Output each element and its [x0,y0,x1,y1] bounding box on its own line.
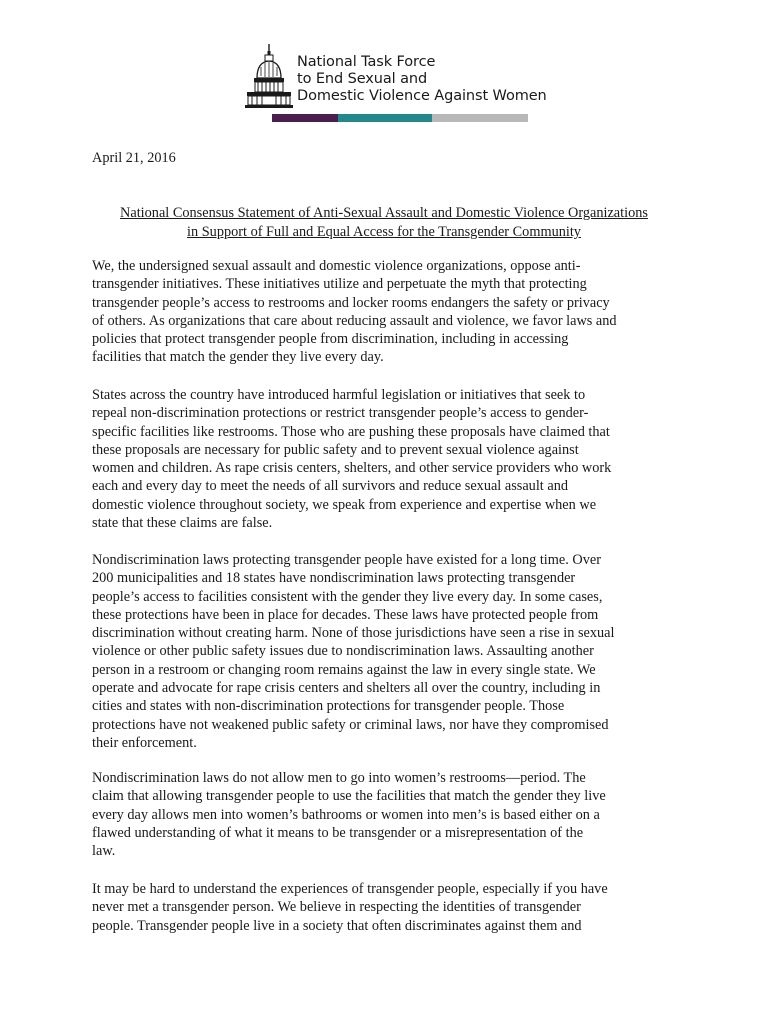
text-line: these proposals are necessary for public safety and to prevent sexual violence against [92,441,579,458]
text-line: transgender initiatives. These initiatives utilize and perpetuate the myth that protecting [92,276,587,293]
text-line: these protections have been in place for decades. These laws have protected people from [92,606,599,623]
text-line: state that these claims are false. [92,515,273,532]
text-line: violence or other public safety issues due to nondiscrimination laws. Assaulting another [92,643,594,660]
text-line: It may be hard to understand the experiences of transgender people, especially if you have [92,881,608,897]
text-line: claim that allowing transgender people to use the facilities that match the gender they live [92,788,606,805]
color-bar-purple [272,114,338,122]
text-line: domestic violence throughout society, we speak from experience and expertise when we [92,496,597,513]
letter-date: April 21, 2016 [92,150,176,166]
text-line: Nondiscrimination laws do not allow men to go into women’s restrooms—period. The [92,770,586,786]
letterhead-color-bar [272,114,528,122]
text-line: Nondiscrimination laws protecting transgender people have existed for a long time. Over [92,552,601,568]
text-line: specific facilities like restrooms. Those who are pushing these proposals have claimed that [92,423,610,440]
organization-name [297,54,547,105]
org-name-line: Domestic Violence Against Women [297,88,547,104]
text-line: of others. As organizations that care about reducing assault and violence, we favor laws and [92,312,617,329]
org-name-line: to End Sexual and [297,71,428,87]
paragraph-1 [92,257,692,367]
text-line: women and children. As rape crisis centers, shelters, and other service providers who work [92,460,612,477]
text-line: transgender people’s access to restrooms and locker rooms endangers the safety or privacy [92,294,610,311]
text-line: people. Transgender people live in a society that often discriminates against them and [92,917,582,934]
text-line: their enforcement. [92,734,197,751]
text-line: each and every day to meet the needs of all survivors and reduce sexual assault and [92,478,568,495]
text-line: operate and advocate for rape crisis centers and shelters all over the country, including in [92,680,601,697]
text-line: never met a transgender person. We believe in respecting the identities of transgender [92,899,581,916]
color-bar-gray [432,114,528,122]
capitol-building-icon [245,42,293,114]
text-line: law. [92,843,116,860]
text-line: every day allows men into women’s bathrooms or women into men’s is based either on a [92,806,600,823]
text-line: cities and states with non-discrimination protections for transgender people. Those [92,698,565,715]
statement-title [82,204,686,242]
title-line: in Support of Full and Equal Access for the Transgender Community [187,224,581,240]
text-line: repeal non-discrimination protections or restrict transgender people’s access to gender- [92,405,589,422]
text-line: policies that protect transgender people from discrimination, including in accessing [92,331,569,348]
paragraph-5 [92,880,692,935]
text-line: facilities that match the gender they live every day. [92,349,384,366]
text-line: people’s access to facilities consistent with the gender they live every day. In some cases, [92,588,603,605]
paragraph-4 [92,769,692,860]
text-line: We, the undersigned sexual assault and domestic violence organizations, oppose anti- [92,258,581,274]
text-line: person in a restroom or changing room remains against the law in every single state. We [92,661,596,678]
color-bar-teal [338,114,432,122]
text-line: protections have not weakened public safety or criminal laws, nor have they compromised [92,716,609,733]
text-line: States across the country have introduced harmful legislation or initiatives that seek to [92,387,586,403]
text-line: 200 municipalities and 18 states have nondiscrimination laws protecting transgender [92,570,576,587]
title-line: National Consensus Statement of Anti-Sexual Assault and Domestic Violence Organizations [120,205,648,221]
paragraph-3 [92,551,692,752]
text-line: discrimination without creating harm. None of those jurisdictions have seen a rise in sexual [92,625,615,642]
letterhead [245,42,547,126]
paragraph-2 [92,386,692,532]
org-name-line: National Task Force [297,54,436,70]
text-line: flawed understanding of what it means to be transgender or a misrepresentation of the [92,824,584,841]
